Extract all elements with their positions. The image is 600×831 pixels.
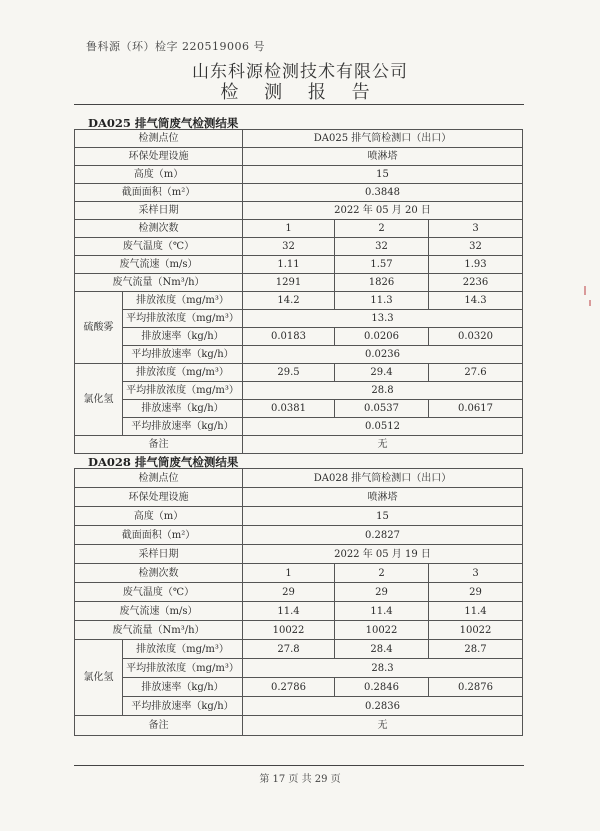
- section-title: DA025 排气筒废气检测结果: [88, 116, 239, 130]
- point-label: 检测点位: [75, 130, 243, 148]
- avg-conc-value: 13.3: [243, 310, 523, 328]
- flow-cell: 10022: [335, 621, 429, 640]
- conc-cell: 14.2: [243, 292, 335, 310]
- area-value: 0.3848: [243, 184, 523, 202]
- avg-rate-label: 平均排放速率（kg/h）: [123, 346, 243, 364]
- conc-cell: 27.8: [243, 640, 335, 659]
- remark-value: 无: [243, 716, 523, 736]
- date-label: 采样日期: [75, 202, 243, 220]
- rate-label: 排放速率（kg/h）: [123, 678, 243, 697]
- height-label: 高度（m）: [75, 507, 243, 526]
- speed-cell: 1.11: [243, 256, 335, 274]
- avg-conc-value: 28.8: [243, 382, 523, 400]
- pollutant-name: 氯化氢: [75, 364, 123, 436]
- count-cell: 2: [335, 564, 429, 583]
- count-cell: 3: [429, 564, 523, 583]
- seal-mark: [589, 300, 591, 306]
- point-label: 检测点位: [75, 469, 243, 488]
- height-label: 高度（m）: [75, 166, 243, 184]
- rate-cell: 0.0617: [429, 400, 523, 418]
- speed-cell: 11.4: [335, 602, 429, 621]
- avg-conc-label: 平均排放浓度（mg/m³）: [123, 382, 243, 400]
- count-cell: 2: [335, 220, 429, 238]
- height-value: 15: [243, 166, 523, 184]
- avg-conc-label: 平均排放浓度（mg/m³）: [123, 310, 243, 328]
- rate-label: 排放速率（kg/h）: [123, 400, 243, 418]
- temp-label: 废气温度（℃）: [75, 583, 243, 602]
- conc-label: 排放浓度（mg/m³）: [123, 364, 243, 382]
- seal-mark: [584, 286, 586, 295]
- pollutant-name: 氯化氢: [75, 640, 123, 716]
- temp-cell: 29: [429, 583, 523, 602]
- speed-cell: 11.4: [429, 602, 523, 621]
- remark-value: 无: [243, 436, 523, 454]
- page-number: 第 17 页 共 29 页: [259, 774, 341, 785]
- avg-rate-value: 0.2836: [243, 697, 523, 716]
- conc-cell: 28.7: [429, 640, 523, 659]
- date-value: 2022 年 05 月 20 日: [243, 202, 523, 220]
- flow-cell: 10022: [429, 621, 523, 640]
- avg-rate-label: 平均排放速率（kg/h）: [123, 418, 243, 436]
- temp-cell: 32: [429, 238, 523, 256]
- point-value: DA025 排气筒检测口（出口）: [243, 130, 523, 148]
- conc-label: 排放浓度（mg/m³）: [123, 640, 243, 659]
- date-value: 2022 年 05 月 19 日: [243, 545, 523, 564]
- count-label: 检测次数: [75, 564, 243, 583]
- results-table-da028: [74, 468, 523, 736]
- avg-rate-value: 0.0512: [243, 418, 523, 436]
- remark-label: 备注: [75, 716, 243, 736]
- speed-cell: 11.4: [243, 602, 335, 621]
- rate-cell: 0.0320: [429, 328, 523, 346]
- count-label: 检测次数: [75, 220, 243, 238]
- area-label: 截面面积（m²）: [75, 526, 243, 545]
- rate-cell: 0.2876: [429, 678, 523, 697]
- temp-label: 废气温度（℃）: [75, 238, 243, 256]
- report-title: 检 测 报 告: [220, 82, 380, 103]
- rate-cell: 0.2846: [335, 678, 429, 697]
- document-number: 鲁科源（环）检字 220519006 号: [86, 40, 265, 53]
- rate-cell: 0.2786: [243, 678, 335, 697]
- facility-value: 喷淋塔: [243, 148, 523, 166]
- flow-cell: 2236: [429, 274, 523, 292]
- count-cell: 1: [243, 564, 335, 583]
- flow-cell: 1291: [243, 274, 335, 292]
- facility-label: 环保处理设施: [75, 148, 243, 166]
- speed-label: 废气流速（m/s）: [75, 256, 243, 274]
- conc-label: 排放浓度（mg/m³）: [123, 292, 243, 310]
- count-cell: 1: [243, 220, 335, 238]
- count-cell: 3: [429, 220, 523, 238]
- rate-cell: 0.0537: [335, 400, 429, 418]
- rate-label: 排放速率（kg/h）: [123, 328, 243, 346]
- facility-value: 喷淋塔: [243, 488, 523, 507]
- speed-label: 废气流速（m/s）: [75, 602, 243, 621]
- facility-label: 环保处理设施: [75, 488, 243, 507]
- date-label: 采样日期: [75, 545, 243, 564]
- temp-cell: 32: [335, 238, 429, 256]
- rate-cell: 0.0206: [335, 328, 429, 346]
- section-title: DA028 排气筒废气检测结果: [88, 455, 239, 469]
- height-value: 15: [243, 507, 523, 526]
- avg-rate-value: 0.0236: [243, 346, 523, 364]
- avg-rate-label: 平均排放速率（kg/h）: [123, 697, 243, 716]
- point-value: DA028 排气筒检测口（出口）: [243, 469, 523, 488]
- temp-cell: 29: [243, 583, 335, 602]
- avg-conc-label: 平均排放浓度（mg/m³）: [123, 659, 243, 678]
- avg-conc-value: 28.3: [243, 659, 523, 678]
- area-value: 0.2827: [243, 526, 523, 545]
- speed-cell: 1.57: [335, 256, 429, 274]
- conc-cell: 11.3: [335, 292, 429, 310]
- temp-cell: 32: [243, 238, 335, 256]
- conc-cell: 29.5: [243, 364, 335, 382]
- conc-cell: 27.6: [429, 364, 523, 382]
- rate-cell: 0.0183: [243, 328, 335, 346]
- flow-cell: 10022: [243, 621, 335, 640]
- conc-cell: 28.4: [335, 640, 429, 659]
- footer-rule: [74, 765, 524, 766]
- pollutant-name: 硫酸雾: [75, 292, 123, 364]
- temp-cell: 29: [335, 583, 429, 602]
- remark-label: 备注: [75, 436, 243, 454]
- conc-cell: 29.4: [335, 364, 429, 382]
- conc-cell: 14.3: [429, 292, 523, 310]
- flow-cell: 1826: [335, 274, 429, 292]
- rate-cell: 0.0381: [243, 400, 335, 418]
- speed-cell: 1.93: [429, 256, 523, 274]
- company-name: 山东科源检测技术有限公司: [192, 62, 408, 82]
- area-label: 截面面积（m²）: [75, 184, 243, 202]
- header-rule: [74, 104, 524, 105]
- flow-label: 废气流量（Nm³/h）: [75, 274, 243, 292]
- flow-label: 废气流量（Nm³/h）: [75, 621, 243, 640]
- results-table-da025: [74, 129, 523, 454]
